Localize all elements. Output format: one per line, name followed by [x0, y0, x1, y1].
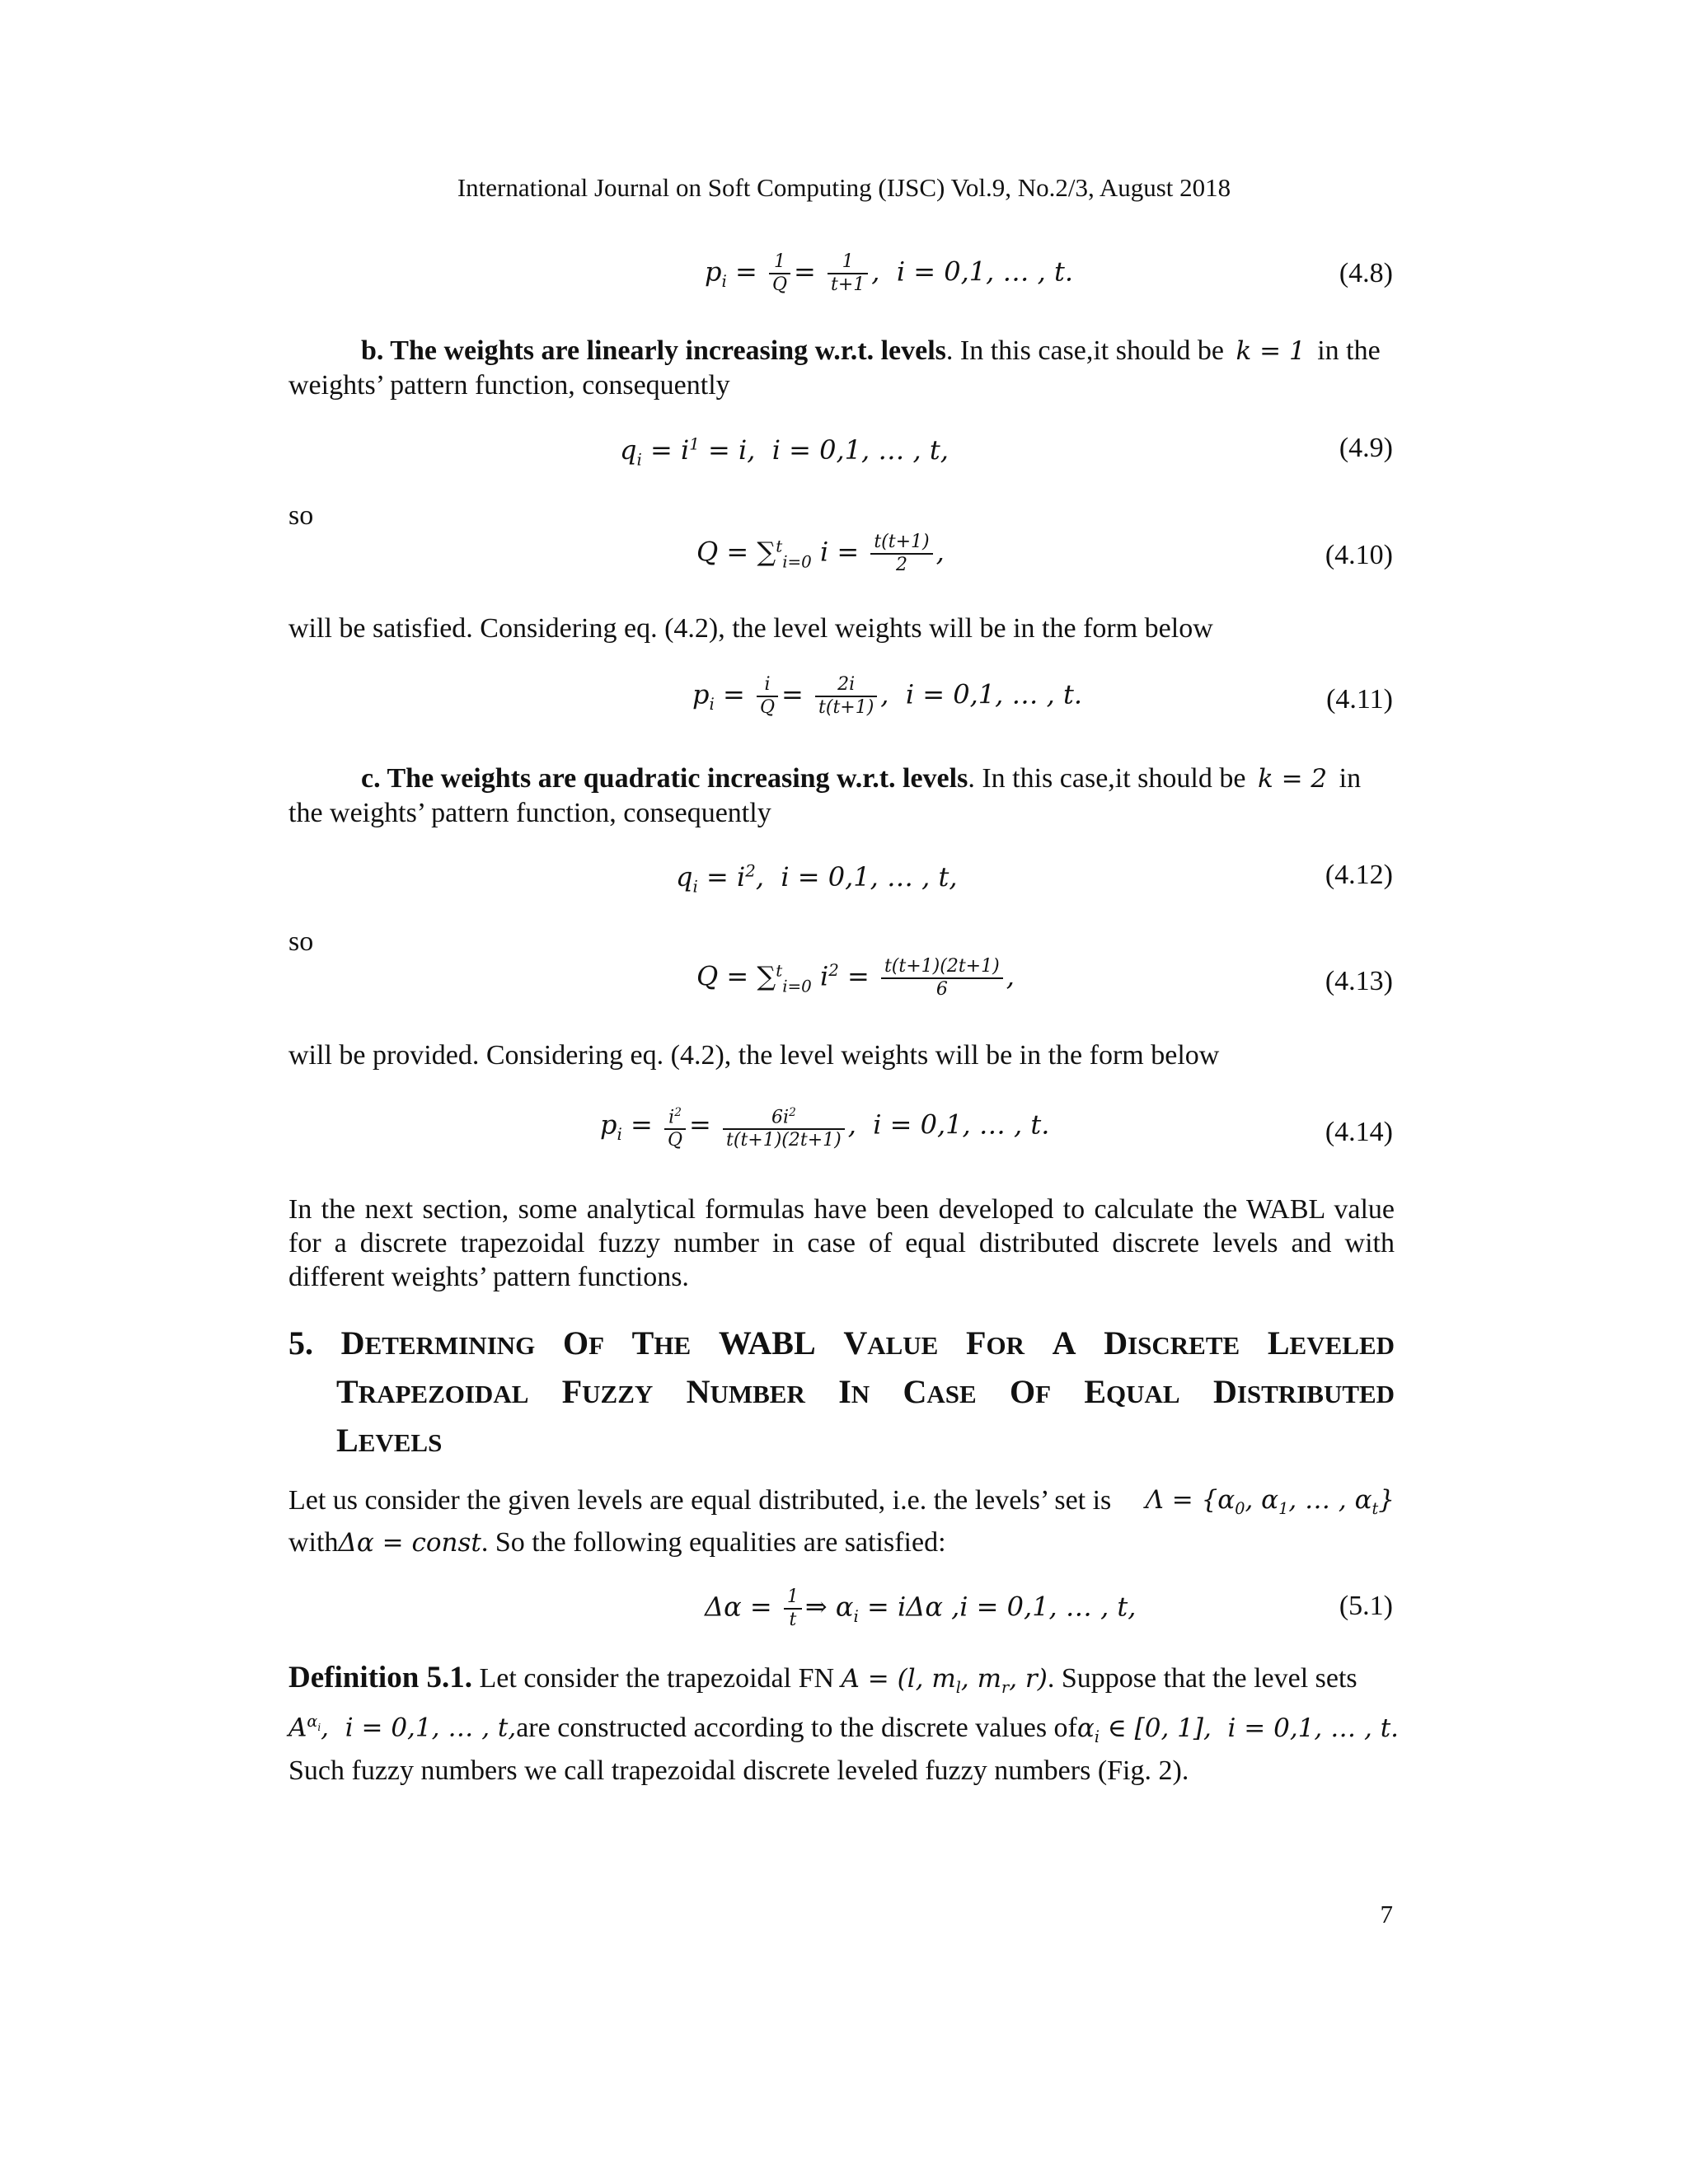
equation-number: (4.14) — [1325, 1117, 1393, 1147]
paragraph-c-tail: in — [1339, 763, 1362, 794]
page-number: 7 — [1380, 1900, 1393, 1929]
definition-label: Definition 5.1. — [288, 1661, 473, 1694]
paragraph-b-heading: b. The weights are linearly increasing w.r.t. levels — [361, 335, 946, 366]
definition-text: Let consider the trapezoidal FN — [479, 1663, 835, 1694]
paragraph-b-tail: in the — [1317, 335, 1381, 366]
so-text: so — [288, 500, 314, 531]
definition-text: . Suppose that the level sets — [1047, 1663, 1357, 1694]
section-5-title — [288, 1323, 1395, 1469]
equation-4-14: $p_i$ = $\frac{i^2}{Q}$ = $\frac{6i^2}{t(t+1)(2t+1)}$ , i = 0,1, … , t. — [600, 1102, 1049, 1151]
next-section-paragraph — [288, 1193, 1395, 1294]
paragraph-c-text: . In this case,it should be — [968, 763, 1246, 794]
equation-4-11: $p_i$ = $\frac{i}{Q}$ = $\frac{2i}{t(t+1)}$ , i = 0,1, … , t. — [692, 674, 1082, 718]
equation-number: (4.12) — [1325, 860, 1393, 890]
provided-text: will be provided. Considering eq. (4.2), the level weights will be in the form below — [288, 1040, 1220, 1071]
satisfied-text: will be satisfied. Considering eq. (4.2), the level weights will be in the form below — [288, 613, 1213, 644]
equation-number: (4.8) — [1339, 258, 1393, 288]
definition-text: are constructed according to the discrete values of — [516, 1712, 1077, 1743]
k-value: k = 1 — [1236, 336, 1306, 366]
equation-4-12: $q_i = i^2$, i = 0,1, … , t, — [676, 861, 958, 897]
equation-number: (4.13) — [1325, 966, 1393, 996]
equation-4-13: Q = ∑$^t_{i=0}$ $i^2$ = $\frac{t(t+1)(2t+1)}{6}$ , — [696, 956, 1015, 1000]
paragraph-line: for a discrete trapezoidal fuzzy number in case of equal distributed discrete levels and with — [288, 1228, 1395, 1258]
definition-5-1: Definition 5.1. Let consider the trapezoidal FN A = (l, $m_l$, $m_r$, r). Suppose that the level sets $A^{\alpha_i}$, i = 0,1, … , t, are constructed according to the discrete values of $\alpha_i$ ∈ [0, 1], i = 0,1, … , t. Such fuzzy numbers we call trapezoidal discrete leveled fuzzy numbers (Fig. 2). — [288, 1661, 1400, 1786]
definition-text: Such fuzzy numbers we call trapezoidal discrete leveled fuzzy numbers (Fig. 2). — [288, 1755, 1189, 1786]
paragraph-b-text: . In this case,it should be — [945, 335, 1225, 366]
so-text: so — [288, 926, 314, 957]
paragraph-line: So the following equalities are satisfied: — [495, 1527, 946, 1558]
paragraph-b-line2: weights’ pattern function, consequently — [288, 370, 730, 401]
paragraph-line: In the next section, some analytical formulas have been developed to calculate the WABL value — [288, 1194, 1395, 1225]
paragraph-line: Let us consider the given levels are equal distributed, i.e. the levels’ set is — [288, 1485, 1112, 1516]
paragraph-c-heading: c. The weights are quadratic increasing w.r.t. levels — [361, 763, 968, 794]
equation-5-1: Δα = $\frac{1}{t}$ ⇒ $\alpha_i = i\Delta\alpha$ ,i = 0,1, … , t, — [705, 1586, 1137, 1630]
equation-4-10: Q = ∑$^t_{i=0}$ i = $\frac{t(t+1)}{2}$ , — [696, 532, 945, 575]
equation-number: (4.9) — [1339, 433, 1393, 463]
paragraph-c — [288, 762, 1395, 830]
equation-number: (4.11) — [1326, 684, 1393, 715]
section-title-text: 5. DETERMINING OF THE WABL VALUE FOR A DISCRETE LEVELED TRAPEZOIDAL FUZZY NUMBER IN CASE OF EQUAL DISTRIBUTED LEVELS — [288, 1324, 1395, 1459]
equation-4-9: $q_i = i^1 = i$, i = 0,1, … , t, — [620, 434, 949, 470]
equation-number: (5.1) — [1339, 1591, 1393, 1621]
levels-paragraph: Let us consider the given levels are equal distributed, i.e. the levels’ set is $\Lambda = \{\alpha_0$, $\alpha_1$, … , $\alpha_t$} withΔα = const. So the following equalities are satisfied: — [288, 1485, 1395, 1558]
paragraph-c-line2: the weights’ pattern function, consequently — [288, 798, 771, 828]
k-value: k = 2 — [1257, 764, 1328, 794]
equation-number: (4.10) — [1325, 540, 1393, 570]
journal-header: International Journal on Soft Computing (IJSC) Vol.9, No.2/3, August 2018 — [457, 173, 1231, 202]
paragraph-b — [288, 334, 1395, 402]
paragraph-line: different weights’ pattern functions. — [288, 1262, 689, 1292]
equation-4-8: $p_i$ = $\frac{1}{Q}$ = $\frac{1}{t+1}$ , i = 0,1, … , t. — [705, 251, 1073, 295]
